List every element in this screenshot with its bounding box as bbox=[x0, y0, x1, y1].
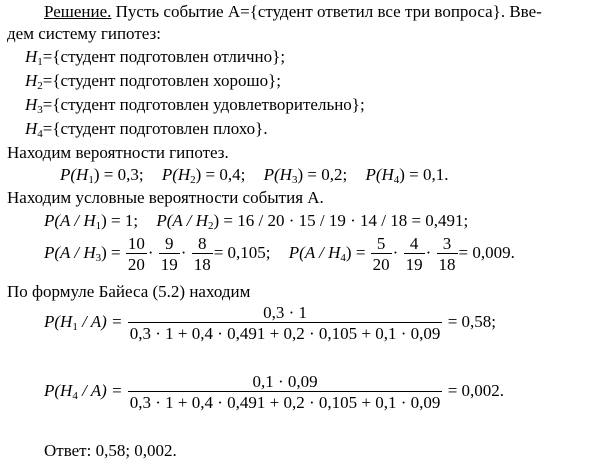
hypothesis-2: $H_2=\{студент$ подготовлен хорошо}; bbox=[25, 71, 281, 92]
bayes-fraction: $\frac{0,1 \cdot 0,09}{0,3 \cdot 1 + 0,4 \cdot 0,491 + 0,2 \cdot 0,105 + 0,1 \cdot 0,09}$ bbox=[129, 372, 441, 412]
solution-label: Решение. bbox=[44, 2, 112, 21]
bayes-fraction: $\frac{0,3 \cdot 1}{0,3 \cdot 1 + 0,4 \cdot 0,491 + 0,2 \cdot 0,105 + 0,1 \cdot 0,09}$ bbox=[129, 303, 441, 343]
hypothesis-1: $H_1=\{студент$ подготовлен отлично}; bbox=[25, 47, 286, 68]
find-probabilities-heading: Находим вероятности гипотез. bbox=[7, 143, 229, 162]
conditional-probabilities-3-4: $P(A / H_3)$ = $\frac{10}{20}$ · $\frac{9}{19}$ · $\frac{8}{18}$ = 0,105; $P(A / H_4)$ = $\frac{5}{20}$ · $\frac{4}{19}$ · $\frac{3}{18}$ = 0,009. bbox=[44, 234, 515, 274]
answer: Ответ: 0,58; 0,002. bbox=[44, 441, 177, 460]
hypothesis-probabilities: $P(H_1) = 0,3$; $P(H_2) = 0,4$; $P(H_3) = 0,2$; $P(H_4) = 0,1$. bbox=[60, 165, 449, 186]
fraction: $\frac{10}{20}$ bbox=[127, 234, 145, 274]
hypothesis-intro: дем систему гипотез: bbox=[7, 24, 161, 43]
fraction: $\frac{4}{19}$ bbox=[405, 234, 423, 274]
solution-intro bbox=[44, 3, 542, 20]
bayes-heading: По формуле Байеса (5.2) находим bbox=[7, 282, 251, 301]
event-definition: Пусть событие А={студент ответил все три вопроса}. Вве- bbox=[111, 2, 542, 21]
bayes-formula-h1: $P(H_1 / A)$ = $\frac{0,3 \cdot 1}{0,3 \cdot 1 + 0,4 \cdot 0,491 + 0,2 \cdot 0,105 + 0,1 \cdot 0,09}$ = 0,58; bbox=[44, 303, 496, 343]
hypothesis-4: $H_4=\{студент$ подготовлен плохо}. bbox=[25, 119, 268, 140]
fraction: $\frac{8}{18}$ bbox=[193, 234, 211, 274]
fraction: $\frac{9}{19}$ bbox=[160, 234, 178, 274]
fraction: $\frac{3}{18}$ bbox=[438, 234, 456, 274]
bayes-formula-h4: $P(H_4 / A)$ = $\frac{0,1 \cdot 0,09}{0,3 \cdot 1 + 0,4 \cdot 0,491 + 0,2 \cdot 0,105 + 0,1 \cdot 0,09}$ = 0,002. bbox=[44, 372, 505, 412]
find-conditional-heading: Находим условные вероятности события А. bbox=[7, 188, 324, 207]
conditional-probabilities-1-2: $P(A / H_1) = 1$; $P(A / H_2) = 16 / 20 \cdot 15 / 19 \cdot 14 / 18 = 0,491$; bbox=[44, 211, 469, 232]
hypothesis-3: $H_3=\{студент$ подготовлен удовлетворительно}; bbox=[25, 95, 365, 116]
fraction: $\frac{5}{20}$ bbox=[372, 234, 390, 274]
